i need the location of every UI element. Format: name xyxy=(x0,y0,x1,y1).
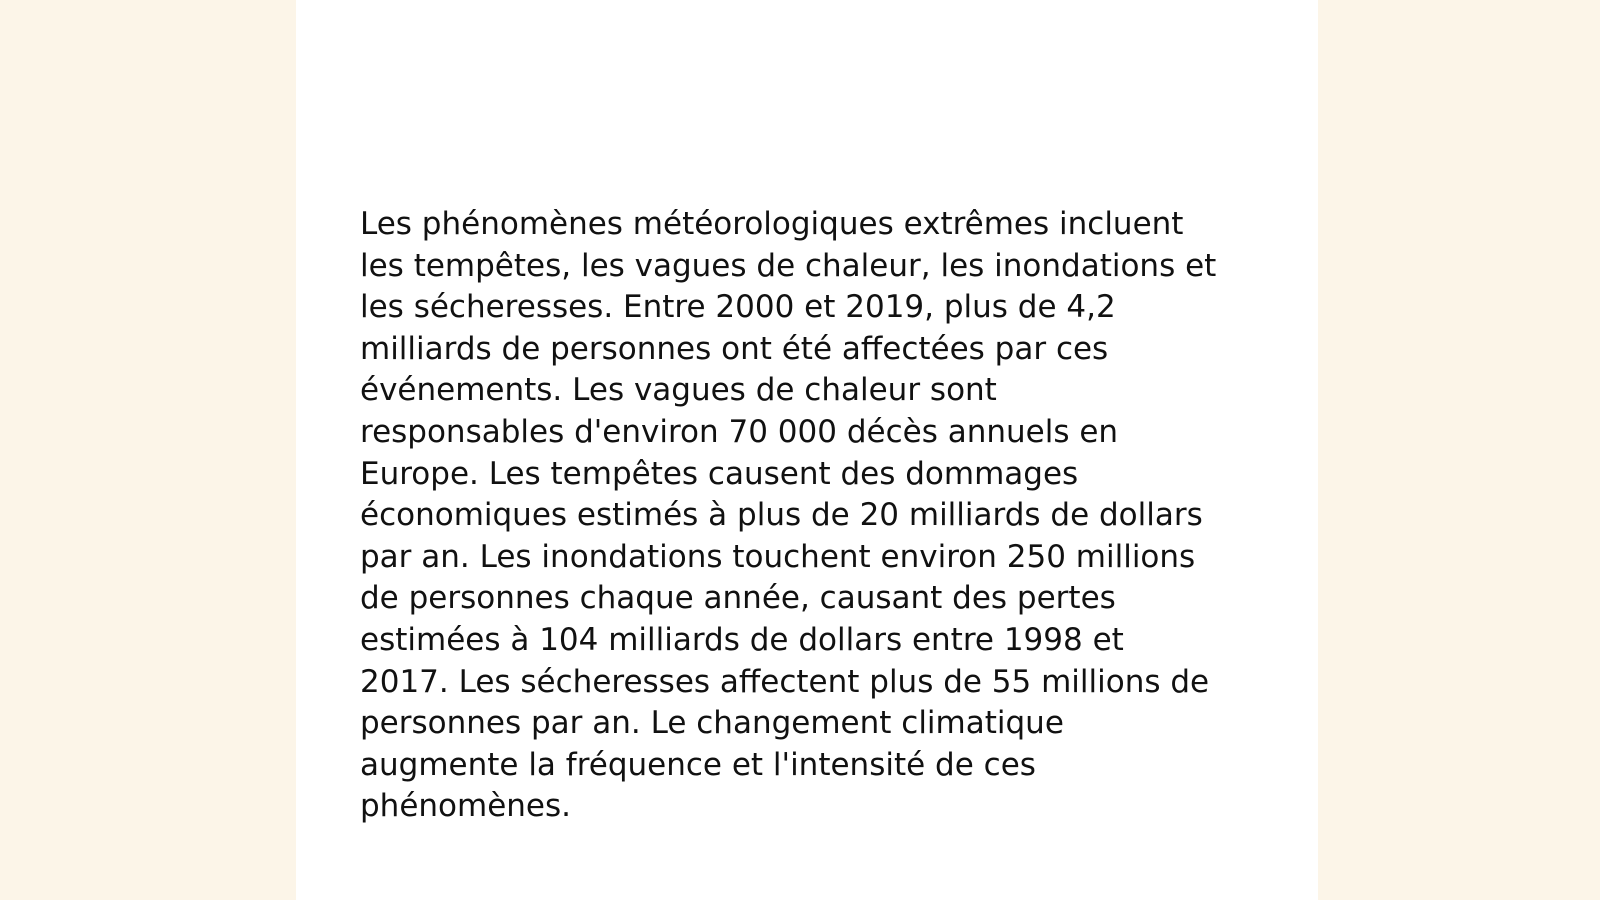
text-line: les tempêtes, les vagues de chaleur, les inondations et xyxy=(360,247,1217,284)
text-line: économiques estimés à plus de 20 milliards de dollars xyxy=(360,497,1203,534)
text-line: par an. Les inondations touchent environ 250 millions xyxy=(360,538,1196,575)
text-line: phénomènes. xyxy=(360,788,572,825)
text-line: Europe. Les tempêtes causent des dommages xyxy=(360,455,1079,492)
text-line: Les phénomènes météorologiques extrêmes incluent xyxy=(360,206,1184,242)
text-line: estimées à 104 milliards de dollars entre 1998 et xyxy=(360,621,1124,658)
text-line: milliards de personnes ont été affectées par ces xyxy=(360,330,1109,367)
text-line: événements. Les vagues de chaleur sont xyxy=(360,372,997,409)
text-line: 2017. Les sécheresses affectent plus de 55 millions de xyxy=(360,663,1210,700)
document-page xyxy=(296,0,1318,900)
body-paragraph xyxy=(360,204,1260,828)
text-line: les sécheresses. Entre 2000 et 2019, plus de 4,2 xyxy=(360,289,1116,326)
text-line: personnes par an. Le changement climatique xyxy=(360,705,1064,742)
text-line: de personnes chaque année, causant des pertes xyxy=(360,580,1116,617)
text-line: responsables d'environ 70 000 décès annuels en xyxy=(360,413,1119,450)
text-line: augmente la fréquence et l'intensité de ces xyxy=(360,746,1036,783)
